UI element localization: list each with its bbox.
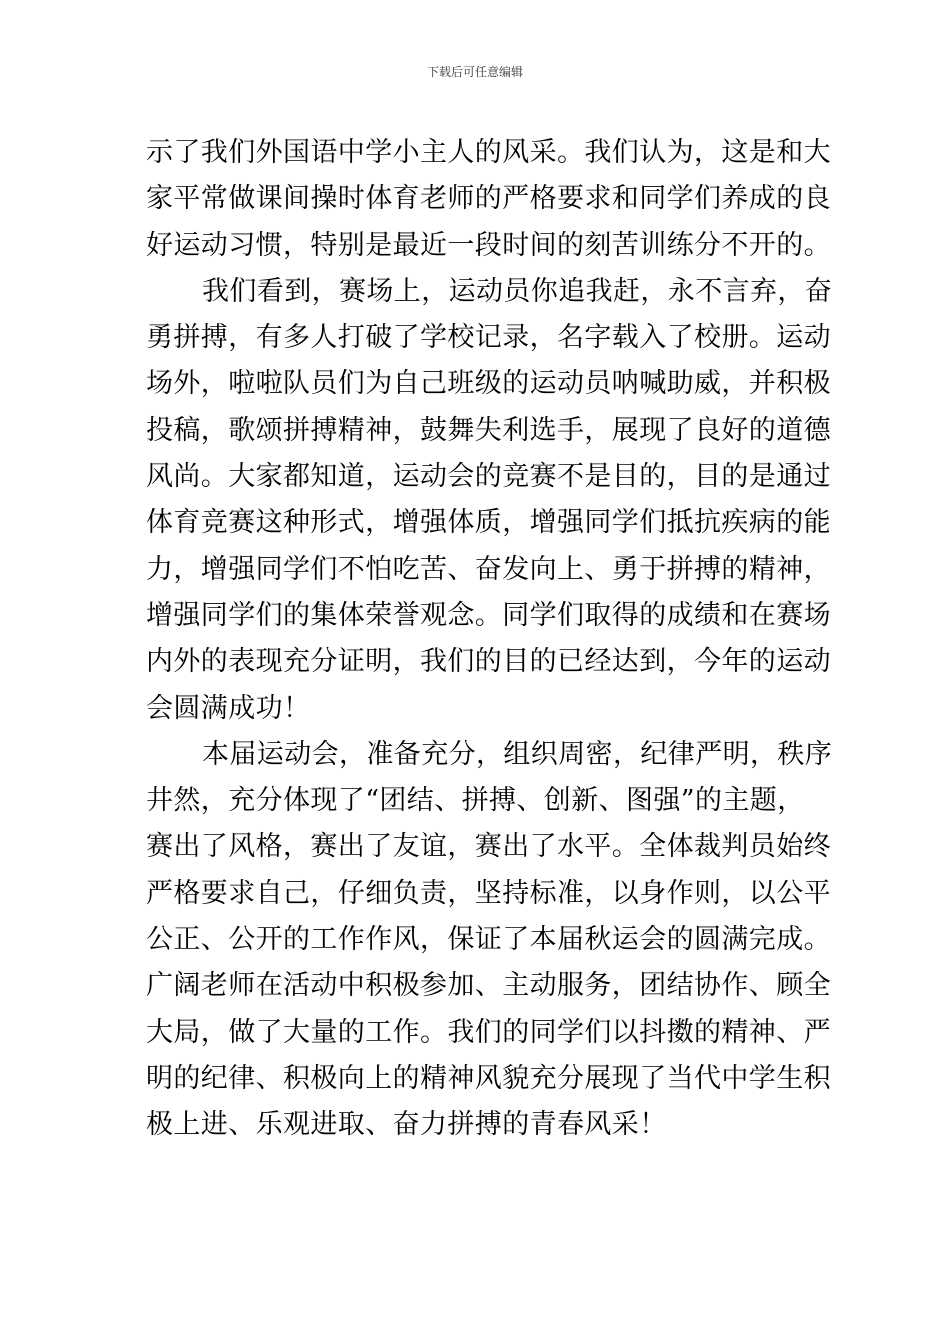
- text-line: 大局，做了大量的工作。我们的同学们以抖擞的精神、严: [146, 1016, 831, 1048]
- paragraph-1: [146, 130, 831, 269]
- text-line: 体育竞赛这种形式，增强体质，增强同学们抵抗疾病的能: [146, 507, 831, 539]
- text-line: 好运动习惯，特别是最近一段时间的刻苦训练分不开的。: [146, 229, 831, 261]
- text-line: 内外的表现充分证明，我们的目的已经达到，今年的运动: [146, 646, 831, 678]
- text-line: 广阔老师在活动中积极参加、主动服务，团结协作、顾全: [146, 970, 831, 1002]
- text-line: 投稿，歌颂拼搏精神，鼓舞失利选手，展现了良好的道德: [146, 414, 831, 446]
- paragraph-2: [146, 269, 833, 732]
- text-line: 严格要求自己，仔细负责，坚持标准，以身作则，以公平: [146, 877, 831, 909]
- text-line: 场外，啦啦队员们为自己班级的运动员呐喊助威，并积极: [146, 368, 831, 400]
- text-line: 赛出了风格，赛出了友谊，赛出了水平。全体裁判员始终: [146, 831, 831, 863]
- document-body: [146, 130, 833, 1149]
- text-line: 公正、公开的工作作风，保证了本届秋运会的圆满完成。: [146, 924, 831, 956]
- text-line: 家平常做课间操时体育老师的严格要求和同学们养成的良: [146, 183, 831, 215]
- text-line: 明的纪律、积极向上的精神风貌充分展现了当代中学生积: [146, 1062, 831, 1094]
- text-line: 示了我们外国语中学小主人的风采。我们认为，这是和大: [146, 137, 831, 168]
- text-line: 井然，充分体现了“团结、拼搏、创新、图强”的主题，: [146, 785, 805, 817]
- page-header: 下载后可任意编辑: [426, 65, 523, 79]
- text-line: 勇拼搏，有多人打破了学校记录，名字载入了校册。运动: [146, 322, 831, 354]
- text-line: 本届运动会，准备充分，组织周密，纪律严明，秩序: [202, 738, 833, 770]
- text-line: 我们看到，赛场上，运动员你追我赶，永不言弃，奋: [202, 275, 833, 307]
- text-line: 力，增强同学们不怕吃苦、奋发向上、勇于拼搏的精神，: [146, 553, 831, 585]
- text-line: 增强同学们的集体荣誉观念。同学们取得的成绩和在赛场: [146, 599, 831, 631]
- text-line: 会圆满成功！: [146, 692, 311, 724]
- paragraph-3: [146, 732, 833, 1149]
- text-line: 极上进、乐观进取、奋力拼搏的青春风采！: [146, 1109, 667, 1141]
- text-line: 风尚。大家都知道，运动会的竞赛不是目的，目的是通过: [146, 461, 831, 493]
